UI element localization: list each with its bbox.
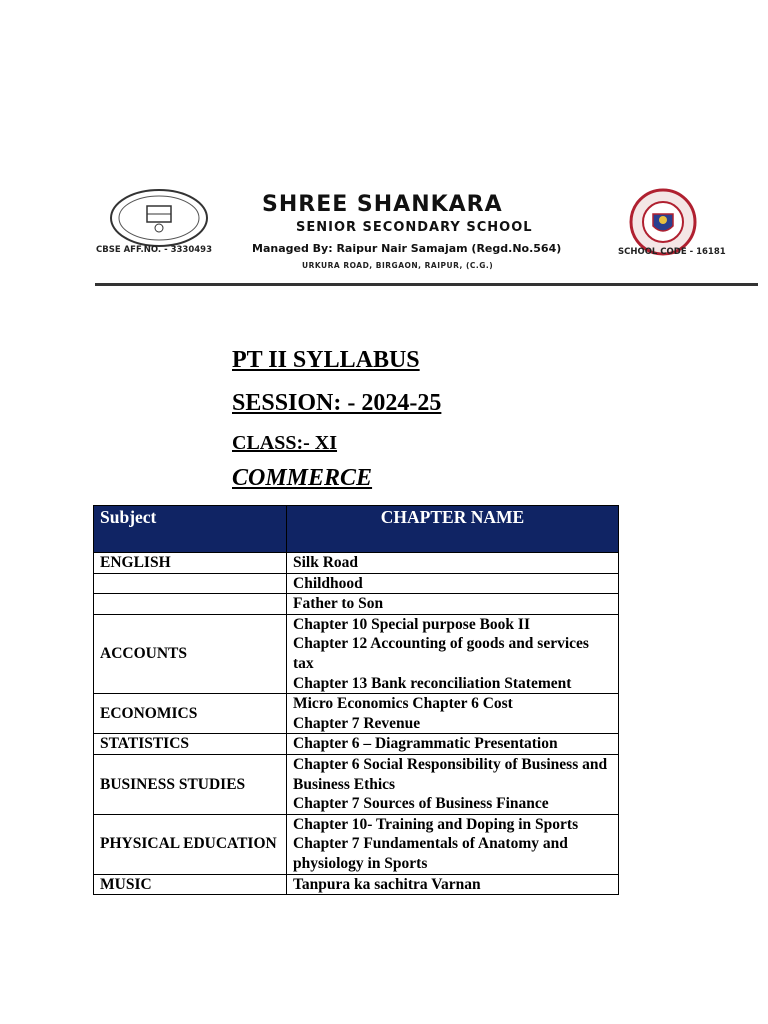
table-row — [94, 874, 619, 895]
subject-cell — [94, 573, 287, 594]
subject-cell: ENGLISH — [94, 553, 287, 574]
school-name: SHREE SHANKARA — [262, 192, 503, 217]
chapter-cell — [287, 573, 619, 594]
managed-by: Managed By: Raipur Nair Samajam (Regd.No.564) — [252, 242, 562, 255]
table-row — [94, 814, 619, 874]
school-address: URKURA ROAD, BIRGAON, RAIPUR, (C.G.) — [302, 261, 494, 270]
chapter-line: Chapter 10- Training and Doping in Sports — [293, 815, 579, 833]
chapter-line: Chapter 12 Accounting of goods and services tax — [293, 635, 589, 672]
stream-title: COMMERCE — [232, 465, 373, 491]
subject-cell: BUSINESS STUDIES — [94, 754, 287, 814]
chapter-cell — [287, 734, 619, 755]
chapter-line: Tanpura ka sachitra Varnan — [293, 875, 481, 893]
header-divider — [95, 283, 758, 286]
school-subtitle: SENIOR SECONDARY SCHOOL — [296, 220, 533, 235]
chapter-line: Chapter 7 Sources of Business Finance — [293, 795, 549, 813]
column-header-chapter: CHAPTER NAME — [287, 506, 619, 553]
chapter-line: Chapter 7 Revenue — [293, 714, 421, 732]
chapter-cell — [287, 874, 619, 895]
chapter-cell — [287, 694, 619, 734]
column-header-subject: Subject — [94, 506, 287, 553]
chapter-line: Chapter 6 Social Responsibility of Business and Business Ethics — [293, 755, 608, 793]
chapter-line: Chapter 13 Bank reconciliation Statement — [293, 674, 572, 692]
table-row — [94, 594, 619, 615]
chapter-line: Chapter 10 Special purpose Book II — [293, 615, 530, 633]
chapter-cell — [287, 594, 619, 615]
session-title: SESSION: - 2024-25 — [232, 390, 442, 416]
syllabus-table — [93, 505, 619, 895]
syllabus-title: PT II SYLLABUS — [232, 347, 420, 373]
subject-cell: STATISTICS — [94, 734, 287, 755]
subject-cell — [94, 594, 287, 615]
chapter-cell — [287, 754, 619, 814]
chapter-cell — [287, 814, 619, 874]
chapter-line: Micro Economics Chapter 6 Cost — [293, 695, 513, 713]
school-code: SCHOOL CODE - 16181 — [618, 247, 726, 257]
chapter-line: Father to Son — [293, 595, 384, 613]
affiliation-number: CBSE AFF.NO. - 3330493 — [96, 245, 213, 255]
subject-cell: PHYSICAL EDUCATION — [94, 814, 287, 874]
subject-cell: ACCOUNTS — [94, 614, 287, 693]
subject-cell: MUSIC — [94, 874, 287, 895]
table-row — [94, 573, 619, 594]
chapter-cell — [287, 614, 619, 693]
chapter-line: Silk Road — [293, 554, 359, 571]
chapter-line: Chapter 7 Fundamentals of Anatomy and physiology in Sports — [293, 835, 568, 872]
table-header-row — [94, 506, 619, 553]
table-row — [94, 734, 619, 755]
chapter-line: Chapter 6 – Diagrammatic Presentation — [293, 735, 558, 753]
chapter-cell — [287, 553, 619, 574]
table-row — [94, 614, 619, 693]
subject-cell: ECONOMICS — [94, 694, 287, 734]
table-row — [94, 754, 619, 814]
chapter-line: Childhood — [293, 574, 363, 592]
letterhead — [0, 180, 768, 290]
table-row — [94, 553, 619, 574]
cbse-emblem-icon — [104, 188, 214, 248]
class-title: CLASS:- XI — [232, 432, 338, 454]
table-row — [94, 694, 619, 734]
